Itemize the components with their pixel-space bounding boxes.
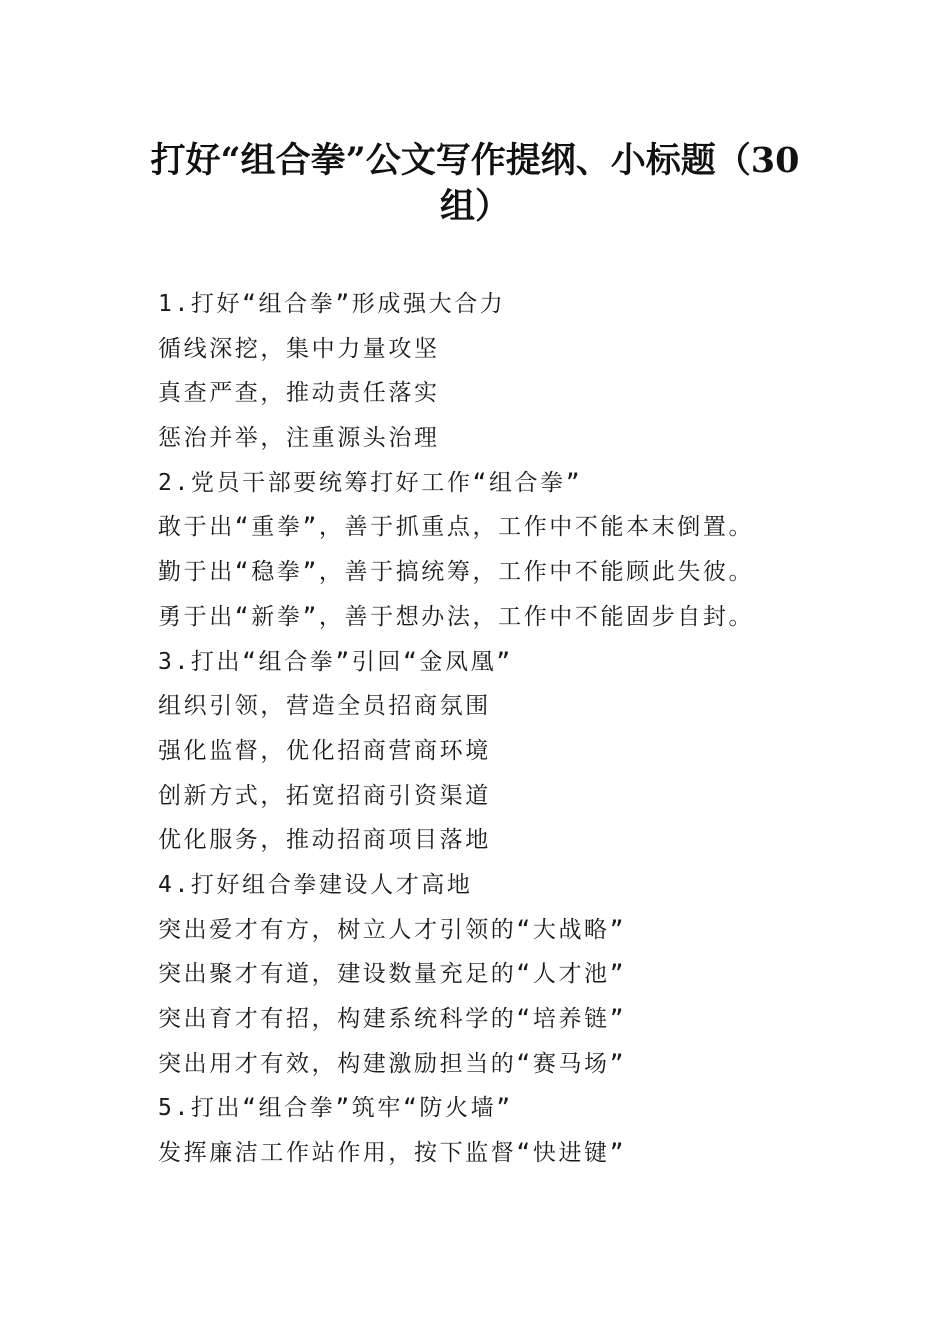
body-line: 勇于出“新拳”，善于想办法，工作中不能固步自封。 — [158, 603, 755, 630]
title-line-2: 组） — [439, 186, 510, 227]
body-line: 创新方式，拓宽招商引资渠道 — [158, 782, 491, 809]
body-line: 突出用才有效，构建激励担当的“赛马场” — [158, 1050, 627, 1077]
body-line: 突出育才有招，构建系统科学的“培养链” — [158, 1006, 627, 1032]
document-body — [158, 282, 898, 1176]
body-line: 勤于出“稳拳”，善于搞统筹，工作中不能顾此失彼。 — [158, 559, 755, 586]
body-line: 循线深挖，集中力量攻坚 — [158, 335, 440, 362]
section-heading: 3.打出“组合拳”引回“金凤凰” — [158, 648, 513, 675]
body-line: 强化监督，优化招商营商环境 — [158, 737, 491, 764]
body-line: 优化服务，推动招商项目落地 — [158, 827, 491, 854]
body-line: 真查严查，推动责任落实 — [158, 380, 440, 407]
section-heading: 5.打出“组合拳”筑牢“防火墙” — [158, 1095, 513, 1122]
section-heading: 1.打好“组合拳”形成强大合力 — [158, 291, 506, 317]
body-line: 组织引领，营造全员招商氛围 — [158, 693, 491, 720]
document-title — [110, 138, 840, 230]
section-heading: 2.党员干部要统筹打好工作“组合拳” — [158, 469, 583, 496]
title-line-1: 打好“组合拳”公文写作提纲、小标题（30 — [150, 140, 800, 181]
body-line: 突出爱才有方，树立人才引领的“大战略” — [158, 916, 627, 943]
body-line: 惩治并举，注重源头治理 — [158, 425, 440, 452]
body-line: 突出聚才有道，建设数量充足的“人才池” — [158, 961, 627, 988]
body-line: 敢于出“重拳”，善于抓重点，工作中不能本末倒置。 — [158, 514, 755, 541]
body-line: 发挥廉洁工作站作用，按下监督“快进键” — [158, 1140, 627, 1167]
section-heading: 4.打好组合拳建设人才高地 — [158, 871, 473, 898]
